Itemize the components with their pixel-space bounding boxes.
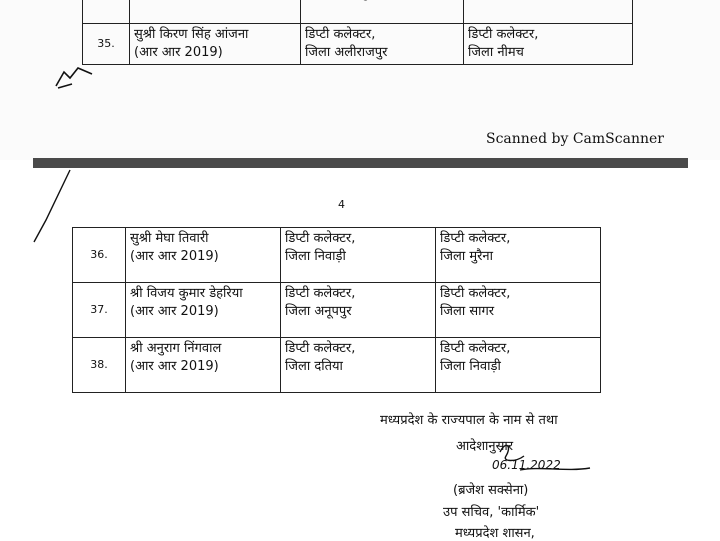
current-post: डिप्टी कलेक्टर, xyxy=(285,231,356,246)
new-post: डिप्टी कलेक्टर, xyxy=(468,27,539,42)
new-district: जिला सागर xyxy=(440,304,495,319)
batch-year: (आर आर 2019) xyxy=(134,45,223,60)
handwritten-signature xyxy=(500,445,590,470)
new-district: जिला मुरैना xyxy=(440,249,493,264)
scanner-watermark: Scanned by CamScanner xyxy=(486,131,664,147)
pen-stroke-mark xyxy=(34,170,70,242)
signatory-name: (ब्रजेश सक्सेना) xyxy=(453,483,529,498)
current-district: जिला अलीराजपुर xyxy=(305,45,388,60)
new-district: जिला निवाड़ी xyxy=(440,359,501,374)
current-post: डिप्टी कलेक्टर, xyxy=(305,27,376,42)
signatory-designation: उप सचिव, 'कार्मिक' xyxy=(443,505,540,520)
order-line: आदेशानुसार xyxy=(456,439,514,454)
officer-name: सुश्री किरण सिंह आंजना xyxy=(134,27,249,42)
authority-line: मध्यप्रदेश के राज्यपाल के नाम से तथा xyxy=(380,413,558,428)
current-district: जिला अनूपपुर xyxy=(285,304,352,319)
current-post: डिप्टी कलेक्टर, xyxy=(285,286,356,301)
current-post: डिप्टी कलेक्टर, xyxy=(285,341,356,356)
batch-year: (आर आर 2019) xyxy=(130,359,219,374)
batch-year: (आर आर 2019) xyxy=(130,249,219,264)
officer-name: श्री अनुराग निंगवाल xyxy=(130,341,222,356)
current-district: जिला दतिया xyxy=(285,359,343,374)
batch-year: (आर आर 2019) xyxy=(130,304,219,319)
current-district: जिला निवाड़ी xyxy=(285,249,346,264)
serial-number: 37. xyxy=(73,283,126,338)
new-post: डिप्टी कलेक्टर, xyxy=(440,286,511,301)
page-number: 4 xyxy=(338,198,345,211)
new-district: जिला नीमच xyxy=(468,45,524,60)
new-post: डिप्टी कलेक्टर, xyxy=(440,231,511,246)
officer-name: सुश्री मेघा तिवारी xyxy=(130,231,209,246)
new-post: डिप्टी कलेक्टर, xyxy=(440,341,511,356)
pen-scribble-mark xyxy=(56,68,92,88)
serial-number: 35. xyxy=(83,24,130,65)
serial-number: 38. xyxy=(73,338,126,393)
officer-name: श्री विजय कुमार डेहरिया xyxy=(130,286,243,301)
serial-number: 36. xyxy=(73,228,126,283)
signature-date: 06.11.2022 xyxy=(492,458,561,472)
signatory-government: मध्यप्रदेश शासन, xyxy=(455,526,535,541)
